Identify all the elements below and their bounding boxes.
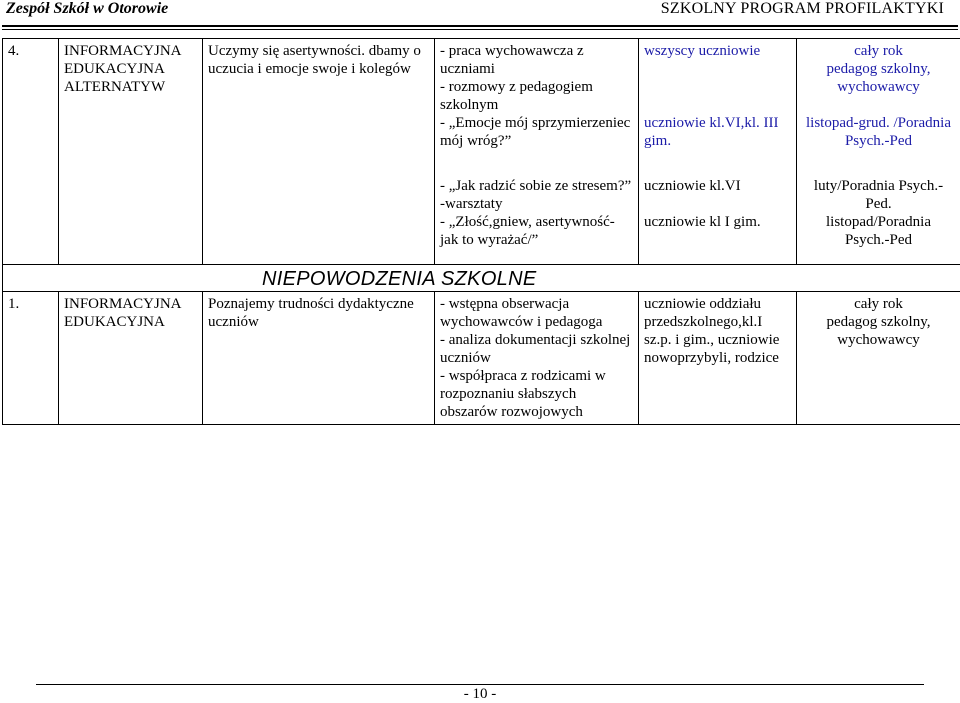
recipients-secondary: uczniowie kl.VI,kl. III gim. bbox=[644, 115, 779, 149]
term-primary: cały rok pedagog szkolny, wychowawcy bbox=[826, 43, 930, 95]
recipients-cell bbox=[639, 39, 797, 163]
header-rule-thin bbox=[2, 29, 958, 30]
section-title: NIEPOWODZENIA SZKOLNE bbox=[8, 268, 955, 288]
row-number: 1. bbox=[3, 292, 59, 425]
term-cell bbox=[797, 39, 960, 163]
header-school-name: Zespół Szkół w Otorowie bbox=[6, 0, 168, 18]
footer-rule bbox=[36, 684, 924, 685]
table-row bbox=[3, 39, 960, 163]
program-table bbox=[2, 38, 960, 425]
section-row bbox=[3, 265, 960, 292]
table-row bbox=[3, 292, 960, 425]
table-row bbox=[3, 163, 960, 265]
area-cell: INFORMACYJNA EDUKACYJNA bbox=[59, 292, 203, 425]
term-cell: luty/Poradnia Psych.-Ped. listopad/Poradnia Psych.-Ped bbox=[797, 163, 960, 265]
forms-cell: - „Jak radzić sobie ze stresem?” -warsztaty - „Złość,gniew, asertywność-jak to wyrażać/” bbox=[435, 163, 639, 265]
recipients-secondary: uczniowie kl I gim. bbox=[644, 214, 761, 230]
recipients-cell: uczniowie oddziału przedszkolnego,kl.I sz.p. i gim., uczniowie nowoprzybyli, rodzice bbox=[639, 292, 797, 425]
row-number: 4. bbox=[3, 39, 59, 163]
recipients-cell bbox=[639, 163, 797, 265]
page-number: - 10 - bbox=[0, 686, 960, 703]
header-rule bbox=[2, 25, 958, 27]
recipients-primary: wszyscy uczniowie bbox=[644, 43, 760, 59]
header-program-title: SZKOLNY PROGRAM PROFILAKTYKI bbox=[661, 0, 944, 18]
forms-cell: - praca wychowawcza z uczniami - rozmowy z pedagogiem szkolnym - „Emocje mój sprzymierzeniec mój wróg?” bbox=[435, 39, 639, 163]
term-secondary: listopad-grud. /Poradnia Psych.-Ped bbox=[806, 115, 951, 149]
forms-cell: - wstępna obserwacja wychowawców i pedagoga - analiza dokumentacji szkolnej uczniów - współpraca z rodzicami w rozpoznaniu słabszych obszarów rozwojowych bbox=[435, 292, 639, 425]
recipients-primary: uczniowie kl.VI bbox=[644, 178, 741, 194]
area-cell: INFORMACYJNA EDUKACYJNA ALTERNATYW bbox=[59, 39, 203, 163]
task-cell: Uczymy się asertywności. dbamy o uczucia i emocje swoje i kolegów bbox=[203, 39, 435, 163]
term-cell: cały rok pedagog szkolny, wychowawcy bbox=[797, 292, 960, 425]
task-cell: Poznajemy trudności dydaktyczne uczniów bbox=[203, 292, 435, 425]
